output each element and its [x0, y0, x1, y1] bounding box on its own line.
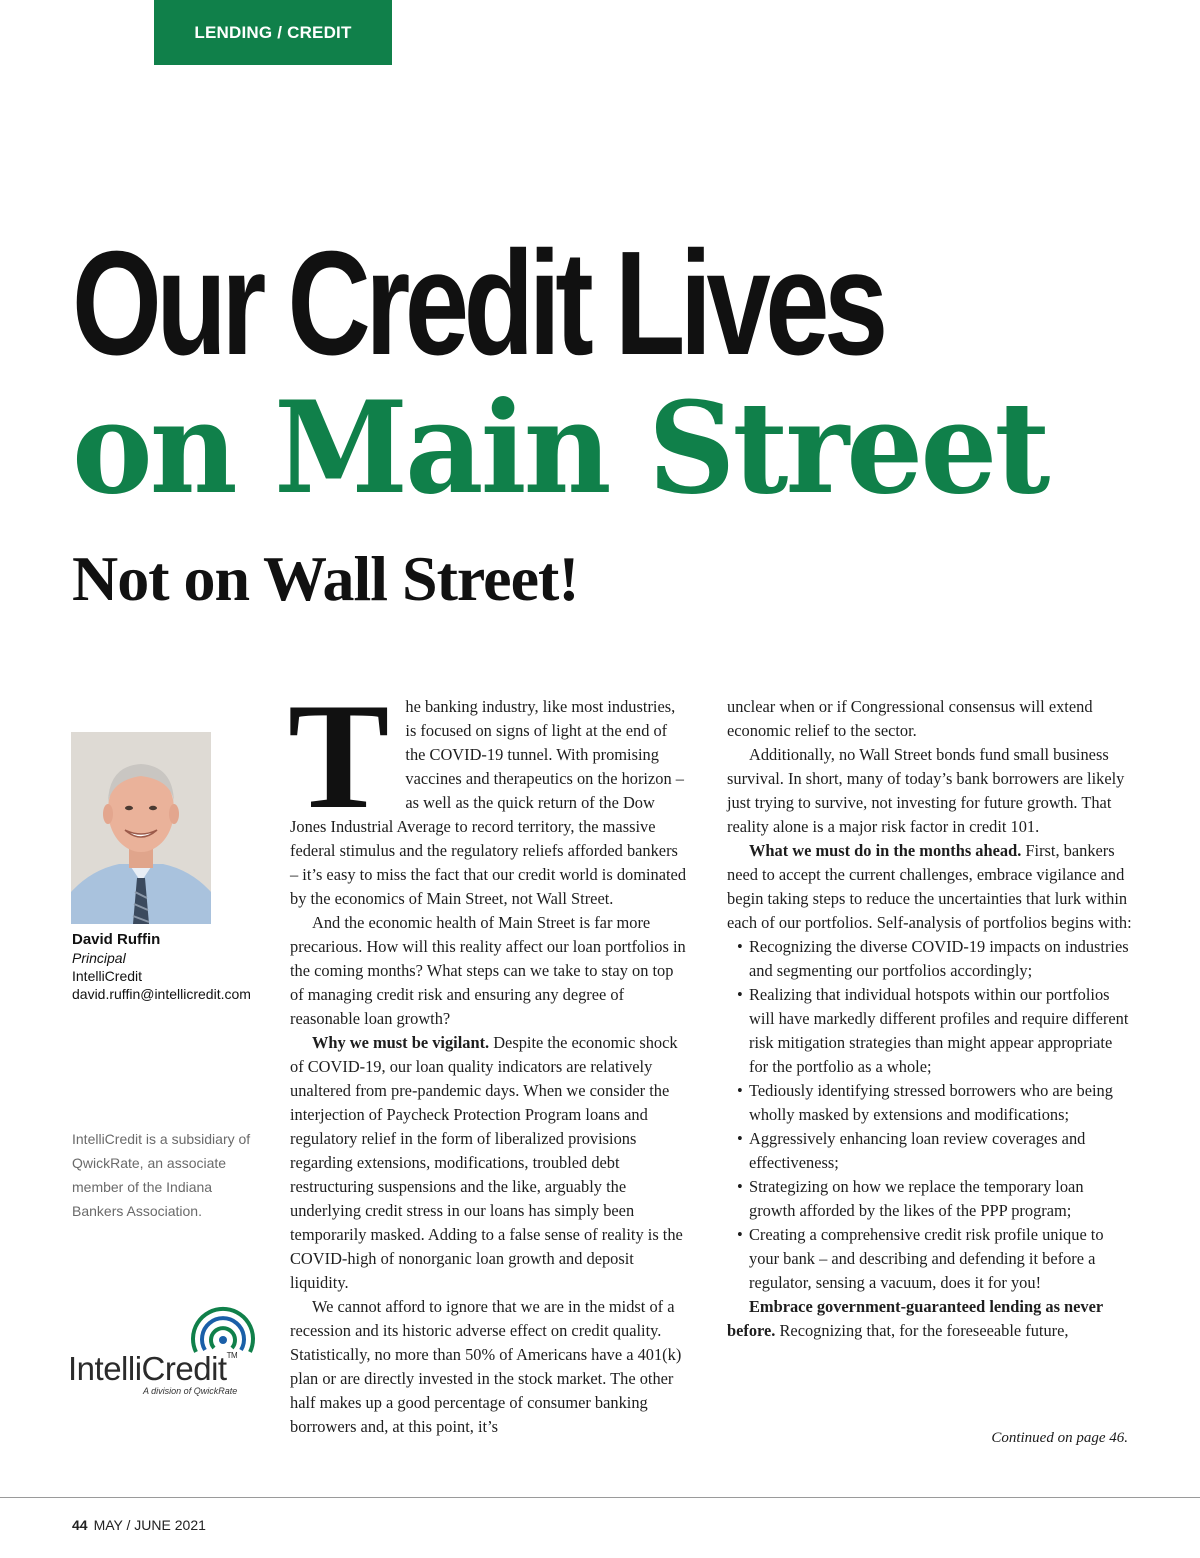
logo-tagline: A division of QwickRate — [143, 1386, 238, 1396]
article-paragraph: What we must do in the months ahead. First, bankers need to accept the current challenges, embrace vigilance and begin taking steps to reduce the uncertainties that lurk within each of our portfolios. Self-analysis of portfolios begins with: — [727, 841, 1132, 932]
article-column-1 — [288, 672, 690, 1439]
paragraph-lead: What we must do in the months ahead. — [749, 841, 1022, 860]
paragraph-lead: Embrace government-guaranteed lending as never before. — [727, 1297, 1103, 1340]
footer-divider — [0, 1497, 1200, 1498]
list-item: • Tediously identifying stressed borrowers who are being wholly masked by extensions and modifications; — [727, 1079, 1132, 1127]
author-role: Principal — [72, 950, 126, 966]
article-paragraph: The banking industry, like most industries, is focused on signs of light at the end of the COVID-19 tunnel. With promising vaccines and therapeutics on the horizon – as well as the quick return of the Dow Jones Industrial Average to record territory, the massive federal stimulus and the regulatory reliefs afforded bankers – it’s easy to miss the fact that our credit world is dominated by the economics of Main Street, not Wall Street. — [288, 672, 687, 908]
list-item: • Aggressively enhancing loan review coverages and effectiveness; — [727, 1127, 1132, 1175]
author-name: David Ruffin — [72, 931, 161, 948]
article-paragraph: And the economic health of Main Street is far more precarious. How will this reality affect our loan portfolios in the coming months? What steps can we take to stay on top of managing credit risk and ensuring any degree of reasonable loan growth? — [290, 913, 686, 1028]
headline-line1: Our Credit Lives — [72, 221, 883, 386]
author-photo — [71, 732, 211, 924]
list-item: • Realizing that individual hotspots within our portfolios will have markedly different profiles and require different risk mitigation strategies than might appear appropriate for the portfolio as a whole; — [727, 983, 1132, 1079]
author-org: IntelliCredit — [72, 968, 143, 984]
list-item: • Strategizing on how we replace the temporary loan growth afforded by the likes of the PPP program; — [727, 1175, 1132, 1223]
paragraph-lead: Why we must be vigilant. — [312, 1033, 490, 1052]
article-paragraph: Additionally, no Wall Street bonds fund small business survival. In short, many of today’s bank borrowers are likely just trying to survive, not investing for future growth. That reality alone is a major risk factor in credit 101. — [727, 745, 1125, 836]
logo-wordmark: IntelliCredit™ — [68, 1350, 238, 1387]
intellicredit-logo — [68, 1300, 268, 1396]
section-tab: LENDING / CREDIT — [154, 0, 392, 65]
author-email[interactable]: david.ruffin@intellicredit.com — [72, 986, 251, 1002]
bullet-list — [727, 935, 1132, 1295]
headline-line2: on Main Street — [72, 374, 1048, 522]
continued-note: Continued on page 46. — [991, 1430, 1128, 1446]
headline-subtitle: Not on Wall Street! — [72, 543, 579, 614]
issue-date: MAY / JUNE 2021 — [93, 1517, 206, 1533]
author-block — [72, 930, 272, 1003]
list-item: • Creating a comprehensive credit risk profile unique to your bank – and describing and defending it before a regulator, sensing a vacuum, does it for you! — [727, 1223, 1132, 1295]
drop-cap: T — [288, 672, 390, 840]
article-column-2 — [727, 695, 1132, 1343]
page-number: 44 — [72, 1517, 88, 1533]
sidebar-note: IntelliCredit is a subsidiary of QwickRate, an associate member of the Indiana Bankers Association. — [72, 1131, 251, 1219]
article-paragraph: We cannot afford to ignore that we are in the midst of a recession and its historic adverse effect on credit quality. Statistically, no more than 50% of Americans have a 401(k) plan or are directly invested in the stock market. The other half makes up a good percentage of consumer banking borrowers and, at this point, it’s — [290, 1297, 682, 1436]
page-footer — [72, 1517, 206, 1533]
article-paragraph: Embrace government-guaranteed lending as never before. Recognizing that, for the foreseeable future, — [727, 1297, 1103, 1340]
list-item: • Recognizing the diverse COVID-19 impacts on industries and segmenting our portfolios accordingly; — [727, 935, 1132, 983]
article-paragraph: Why we must be vigilant. Despite the economic shock of COVID-19, our loan quality indicators are relatively unaltered from pre-pandemic days. When we consider the interjection of Paycheck Protection Program loans and regulatory relief in the form of liberalized provisions regarding extensions, modifications, troubled debt restructuring suspensions and the like, arguably the underlying credit stress in our loans has simply been temporarily masked. Adding to a false sense of reality is the COVID-high of nonorganic loan growth and deposit liquidity. — [290, 1033, 683, 1292]
article-paragraph: unclear when or if Congressional consensus will extend economic relief to the sector. — [727, 697, 1093, 740]
